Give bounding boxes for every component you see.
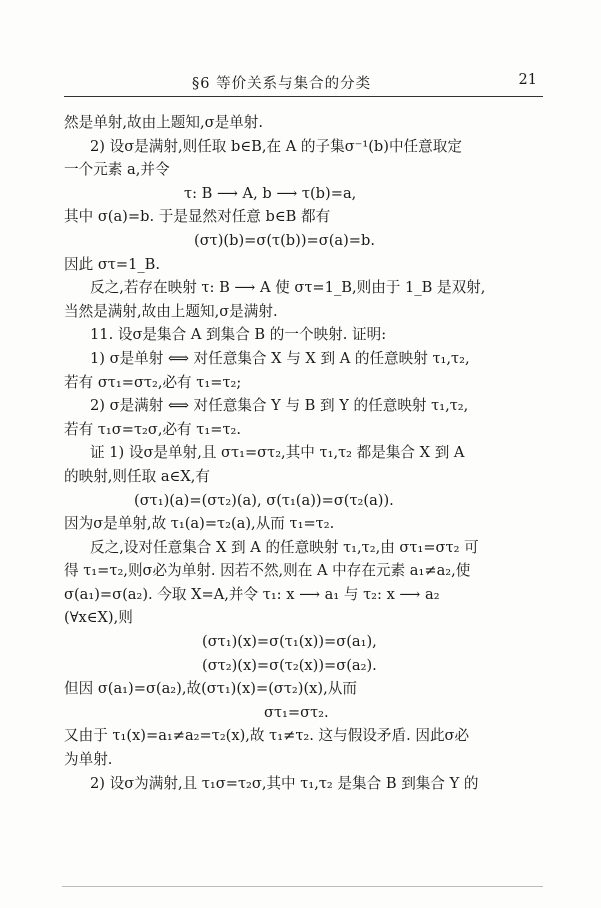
text-line: 其中 σ(a)=b. 于是显然对任意 b∈B 都有 [64,208,331,226]
text-line: (∀x∈X),则 [64,609,133,627]
text-line: 然是单射,故由上题知,σ是单射. [64,114,264,131]
text-line: 又由于 τ₁(x)=a₁≠a₂=τ₂(x),故 τ₁≠τ₂. 这与假设矛盾. 因此σ必 [64,727,470,745]
problem-statement: 11. 设σ是集合 A 到集合 B 的一个映射. 证明: [90,326,387,344]
section-title: §6 等价关系与集合的分类 [192,76,372,92]
running-header [64,70,543,97]
text-line: 为单射. [64,751,113,769]
text-line: 得 τ₁=τ₂,则σ必为单射. 因若不然,则在 A 中存在元素 a₁≠a₂,使 [64,562,471,580]
text-line: 2) 设σ为满射,且 τ₁σ=τ₂σ,其中 τ₁,τ₂ 是集合 B 到集合 Y 的 [90,774,479,792]
page-body [64,111,545,795]
display-formula: (στ₂)(x)=σ(τ₂(x))=σ(a₂). [202,656,377,674]
bottom-rule [62,886,543,887]
text-line: 若有 τ₁σ=τ₂σ,必有 τ₁=τ₂. [64,420,242,438]
text-line: 反之,设对任意集合 X 到 A 的任意映射 τ₁,τ₂,由 στ₁=στ₂ 可 [90,538,479,556]
text-line: 2) σ是满射 ⟺ 对任意集合 Y 与 B 到 Y 的任意映射 τ₁,τ₂, [90,397,469,415]
text-line: 1) σ是单射 ⟺ 对任意集合 X 与 X 到 A 的任意映射 τ₁,τ₂, [90,349,470,367]
text-line: 因此 στ=1_B. [64,255,161,273]
display-formula: (στ₁)(a)=(στ₂)(a), σ(τ₁(a))=σ(τ₂(a)). [134,491,394,509]
text-line: 但因 σ(a₁)=σ(a₂),故(στ₁)(x)=(στ₂)(x),从而 [64,680,357,698]
page-number: 21 [518,72,537,88]
text-line: 若有 στ₁=στ₂,必有 τ₁=τ₂; [64,373,242,391]
display-formula: τ: B ⟶ A, b ⟶ τ(b)=a, [184,184,357,202]
text-line: 2) 设σ是满射,则任取 b∈B,在 A 的子集σ⁻¹(b)中任意取定 [90,137,462,155]
text-line: σ(a₁)=σ(a₂). 今取 X=A,并令 τ₁: x ⟶ a₁ 与 τ₂: x ⟶ a₂ [64,585,440,603]
display-formula: (στ)(b)=σ(τ(b))=σ(a)=b. [194,231,376,249]
display-formula: (στ₁)(x)=σ(τ₁(x))=σ(a₁), [202,633,377,651]
text-line: 一个元素 a,并令 [64,161,170,179]
text-line: 当然是满射,故由上题知,σ是满射. [64,302,278,320]
proof-start: 证 1) 设σ是单射,且 στ₁=στ₂,其中 τ₁,τ₂ 都是集合 X 到 A [90,444,465,462]
display-formula: στ₁=στ₂. [264,703,329,721]
text-line: 反之,若存在映射 τ: B ⟶ A 使 στ=1_B,则由于 1_B 是双射, [90,279,486,297]
text-line: 因为σ是单射,故 τ₁(a)=τ₂(a),从而 τ₁=τ₂. [64,515,335,533]
text-line: 的映射,则任取 a∈X,有 [64,467,210,485]
